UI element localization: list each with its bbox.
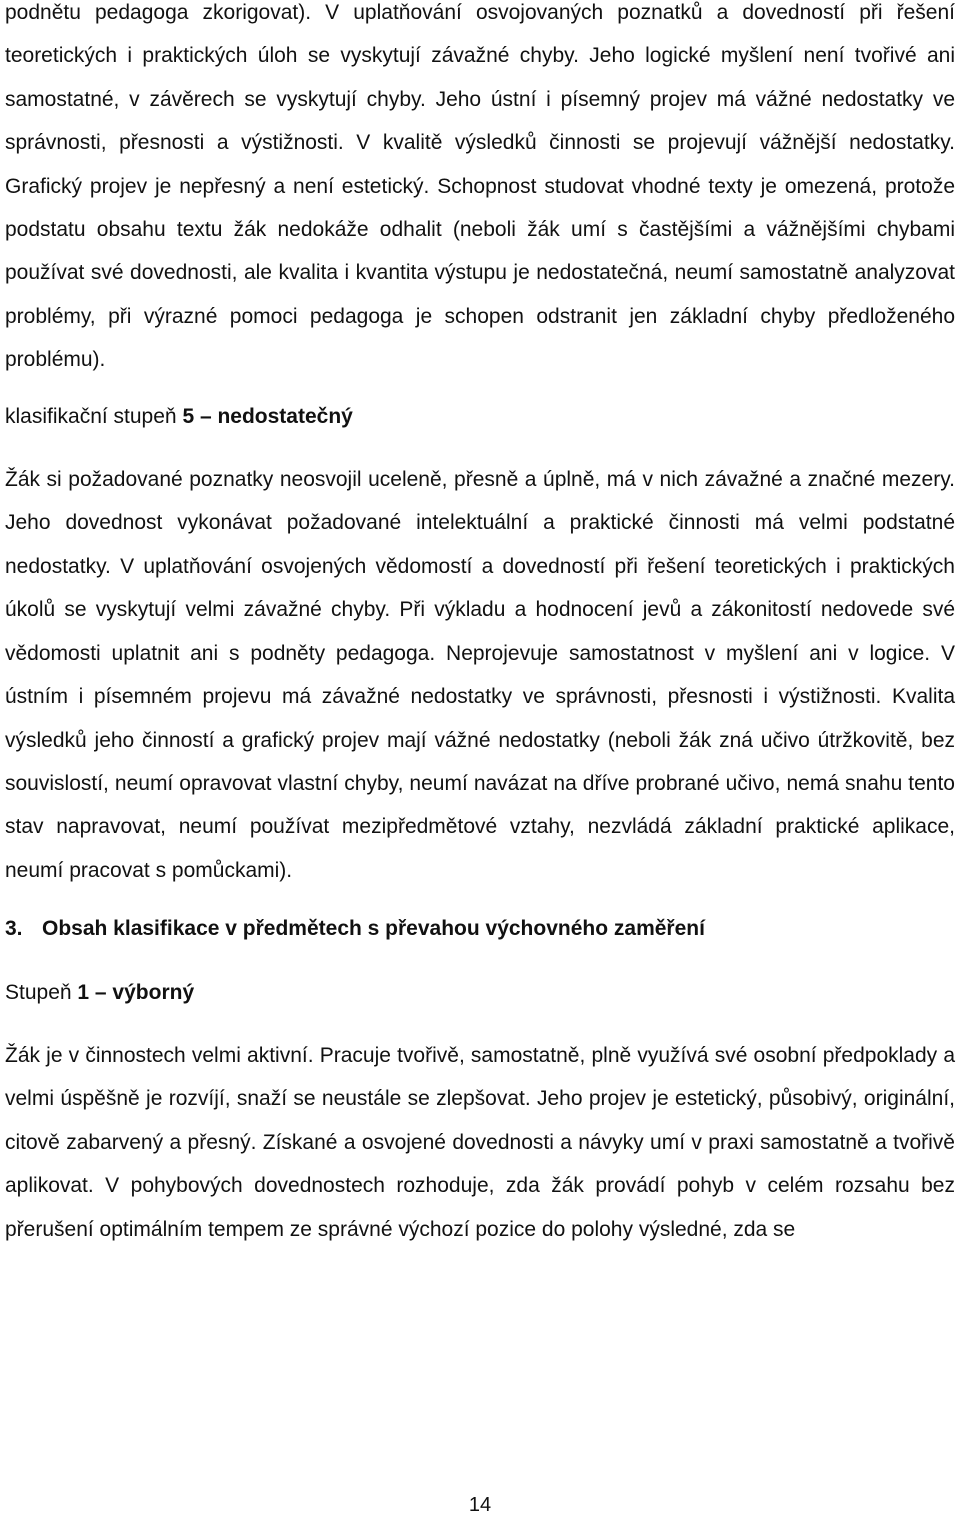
section-3-number: 3.: [5, 917, 23, 941]
document-page: [5, 0, 955, 1251]
grade-5-prefix: klasifikační stupeň: [5, 404, 183, 428]
grade-5-heading: [5, 395, 955, 438]
grade-1-prefix: Stupeň: [5, 980, 78, 1004]
grade-1-label: 1 – výborný: [77, 980, 195, 1004]
page-number: 14: [468, 1494, 492, 1516]
paragraph-grade4-continuation: podnětu pedagoga zkorigovat). V uplatňování osvojovaných poznatků a dovedností při řešení teoretických i praktických úloh se vyskytují závažné chyby. Jeho logické myšlení není tvořivé ani samostatné, v závěrech se vyskytují chyby. Jeho ústní i písemný projev má vážné nedostatky ve správnosti, přesnosti a výstižnosti. V kvalitě výsledků činnosti se projevují vážnější nedostatky. Grafický projev je nepřesný a není estetický. Schopnost studovat vhodné texty je omezená, protože podstatu obsahu textu žák nedokáže odhalit (neboli žák umí s častějšími a vážnějšími chybami používat své dovednosti, ale kvalita i kvantita výstupu je nedostatečná, neumí samostatně analyzovat problémy, při výrazné pomoci pedagoga je schopen odstranit jen základní chyby předloženého problému).: [5, 1, 955, 372]
paragraph-grade5-description: Žák si požadované poznatky neosvojil uceleně, přesně a úplně, má v nich závažné a značné mezery. Jeho dovednost vykonávat požadované intelektuální a praktické činnosti má velmi podstatné nedostatky. V uplatňování osvojených vědomostí a dovedností při řešení teoretických i praktických úkolů se vyskytují velmi závažné chyby. Při výkladu a hodnocení jevů a zákonitostí nedovede své vědomosti uplatnit ani s podněty pedagoga. Neprojevuje samostatnost v myšlení ani v logice. V ústním i písemném projevu má závažné nedostatky ve správnosti, přesnosti i výstižnosti. Kvalita výsledků jeho činností a grafický projev mají vážné nedostatky (neboli žák zná učivo útržkovitě, bez souvislostí, neumí opravovat vlastní chyby, neumí navázat na dříve probrané učivo, nemá snahu tento stav napravovat, neumí používat mezipředmětové vztahy, nezvládá základní praktické aplikace, neumí pracovat s pomůckami).: [5, 468, 955, 882]
paragraph-grade1-description: Žák je v činnostech velmi aktivní. Pracuje tvořivě, samostatně, plně využívá své osobní předpoklady a velmi úspěšně je rozvíjí, snaží se neustále se zlepšovat. Jeho projev je estetický, působivý, originální, citově zabarvený a přesný. Získané a osvojené dovednosti a návyky umí v praxi samostatně a tvořivě aplikovat. V pohybových dovednostech rozhoduje, zda žák provádí pohyb v celém rozsahu bez přerušení optimálním tempem ze správné výchozí pozice do polohy výsledné, zda se: [5, 1043, 955, 1241]
grade-1-heading: [5, 971, 955, 1014]
section-3-title: Obsah klasifikace v předmětech s převahou výchovného zaměření: [42, 917, 705, 941]
section-3-heading: [5, 907, 955, 950]
grade-5-label: 5 – nedostatečný: [182, 404, 353, 428]
